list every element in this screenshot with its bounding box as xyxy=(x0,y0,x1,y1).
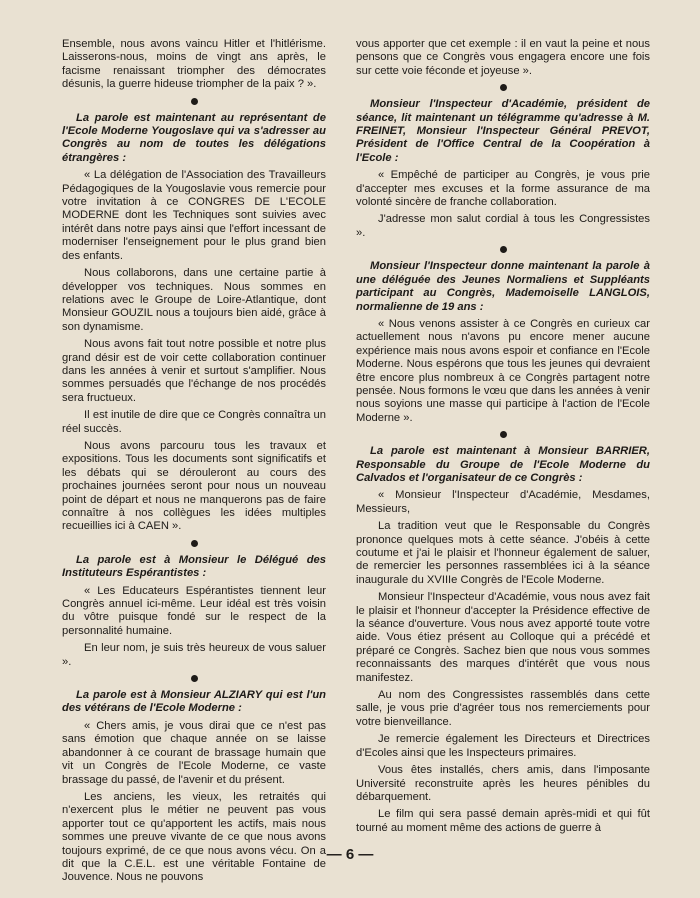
paragraph: Vous êtes installés, chers amis, dans l'imposante Université reconstruite après les heures pénibles du débarquement. xyxy=(356,764,650,803)
paragraph: Je remercie également les Directeurs et Directrices d'Ecoles ainsi que les Inspecteurs primaires. xyxy=(356,733,650,759)
paragraph: « Monsieur l'Inspecteur d'Académie, Mesdames, Messieurs, xyxy=(356,489,650,515)
paragraph: Il est inutile de dire que ce Congrès connaîtra un réel succès. xyxy=(62,409,326,435)
paragraph: Nous avons fait tout notre possible et notre plus grand désir est de voir cette collaboration continuer dans les années à venir et surtout s'amplifier. Nous sommes persuadés que l'échange de nos procédés sera fructueux. xyxy=(62,338,326,404)
paragraph: La tradition veut que le Responsable du Congrès prononce quelques mots à cette séance. J'obéis à cette coutume et j'ai le plaisir et l'honneur également de saluer, de remercier les personnes rassemblées ici à la séance inaugurale du XVIIIe Congrès de l'Ecole Moderne. xyxy=(356,520,650,586)
speaker-intro: Monsieur l'Inspecteur d'Académie, président de séance, lit maintenant un télégramme qu'adresse à M. FREINET, Monsieur l'Inspecteur Général PREVOT, Président de l'Office Central de la Coopération à l'Ecole : xyxy=(356,98,650,164)
page-number: — 6 — xyxy=(326,846,374,863)
speaker-intro: La parole est à Monsieur ALZIARY qui est l'un des vétérans de l'Ecole Moderne : xyxy=(62,689,326,715)
paragraph: Nous collaborons, dans une certaine partie à développer vos techniques. Nous sommes en relations avec le Groupe de Loire-Atlantique, dont Monsieur GOUZIL nous a toujours bien aidé, grâce à son dynamisme. xyxy=(62,267,326,333)
paragraph: Au nom des Congressistes rassemblés dans cette salle, je vous prie d'agréer tous nos remerciements pour votre bienveillance. xyxy=(356,689,650,728)
paragraph: J'adresse mon salut cordial à tous les Congressistes ». xyxy=(356,213,650,239)
paragraph: « Chers amis, je vous dirai que ce n'est pas sans émotion que chaque année on se laisse abandonner à ce courant de brassage humain que vit un Congrès de l'Ecole Moderne, ce vaste brassage du passé, de l'avenir et du présent. xyxy=(62,719,326,786)
paragraph: Les anciens, les vieux, les retraités qui n'exercent plus le métier ne peuvent pas vous apporter tout ce qu'apportent les actifs, mais nous sommes une preuve vivante de ce que nous avons toujours exprimé, de ce que nous avons vécu. On a dit que la C.E.L. est une véritable Fontaine de Jouvence. Nous ne pouvons xyxy=(62,790,326,884)
paragraph: « Nous venons assister à ce Congrès en curieux car actuellement nous n'avons pu encore mener aucune expérience mais nous avons espoir et confiance en l'Ecole Moderne. Nous espérons que tous les jeunes qui devraient être encore plus nombreux à ce Congrès partagent notre pensée. Nous formons le vœu que dans les années à venir nous soyions une masse qui participe à l'action de l'Ecole Moderne ». xyxy=(356,317,650,424)
left-column xyxy=(62,38,326,889)
paragraph: Le film qui sera passé demain après-midi et qui fût tourné au moment même des actions de guerre à xyxy=(356,808,650,834)
speaker-intro: La parole est maintenant au représentant de l'Ecole Moderne Yougoslave qui va s'adresser au Congrès au nom de toutes les délégations étrangères : xyxy=(62,111,326,164)
paragraph: « La délégation de l'Association des Travailleurs Pédagogiques de la Yougoslavie vous remercie pour votre invitation à ce CONGRES DE L'ECOLE MODERNE dont les Techniques sont suivies avec intérêt dans notre pays ainsi que l'effort incessant de moderniser l'enseignement pour le plus grand bien des enfants. xyxy=(62,169,326,262)
speaker-intro: La parole est à Monsieur le Délégué des Instituteurs Espérantistes : xyxy=(62,553,326,580)
paragraph: Ensemble, nous avons vaincu Hitler et l'hitlérisme. Laisserons-nous, moins de vingt ans après, le facisme renaissant triompher des démocrates désunis, la guerre hideuse triompher de la paix ? ». xyxy=(62,38,326,91)
right-column xyxy=(356,38,650,839)
speaker-intro: La parole est maintenant à Monsieur BARRIER, Responsable du Groupe de l'Ecole Moderne du Calvados et l'organisateur de ce Congrès : xyxy=(356,445,650,484)
separator-bullet-icon xyxy=(500,431,507,438)
paragraph: Nous avons parcouru tous les travaux et expositions. Tous les documents sont significatifs et les débats qui se dérouleront au cours des prochaines journées seront pour nous un nouveau point de départ et nous ne manquerons pas de faire connaître à nos collègues les idées multiples recueillies ici à CAEN ». xyxy=(62,439,326,533)
separator-bullet-icon xyxy=(191,675,198,682)
separator-bullet-icon xyxy=(500,84,507,91)
separator-bullet-icon xyxy=(191,540,198,547)
paragraph: En leur nom, je suis très heureux de vous saluer ». xyxy=(62,642,326,668)
paragraph: Monsieur l'Inspecteur d'Académie, vous nous avez fait le plaisir et l'honneur d'accepter la Présidence effective de la séance d'ouverture. Vous nous avez apporté toute votre aide. Vous étiez présent au Colloque qui a précédé et préparé ce Congrès. Sachez bien que nous vous sommes reconnaissants des marques d'intérêt que vous nous manifestez. xyxy=(356,591,650,684)
speaker-intro: Monsieur l'Inspecteur donne maintenant la parole à une déléguée des Jeunes Normaliens et Suppléants participant au Congrès, Mademoiselle LANGLOIS, normalienne de 19 ans : xyxy=(356,260,650,313)
separator-bullet-icon xyxy=(500,246,507,253)
paragraph: « Les Educateurs Espérantistes tiennent leur Congrès annuel ici-même. Leur idéal est très voisin du vôtre puisque fondé sur le respect de la personnalité humaine. xyxy=(62,584,326,637)
paragraph: vous apporter que cet exemple : il en vaut la peine et nous pensons que ce Congrès vous engagera encore une fois sur cette voie féconde et joyeuse ». xyxy=(356,38,650,77)
paragraph: « Empêché de participer au Congrès, je vous prie d'accepter mes excuses et la forme assurance de ma volonté sincère de franche collaboration. xyxy=(356,169,650,209)
separator-bullet-icon xyxy=(191,98,198,105)
